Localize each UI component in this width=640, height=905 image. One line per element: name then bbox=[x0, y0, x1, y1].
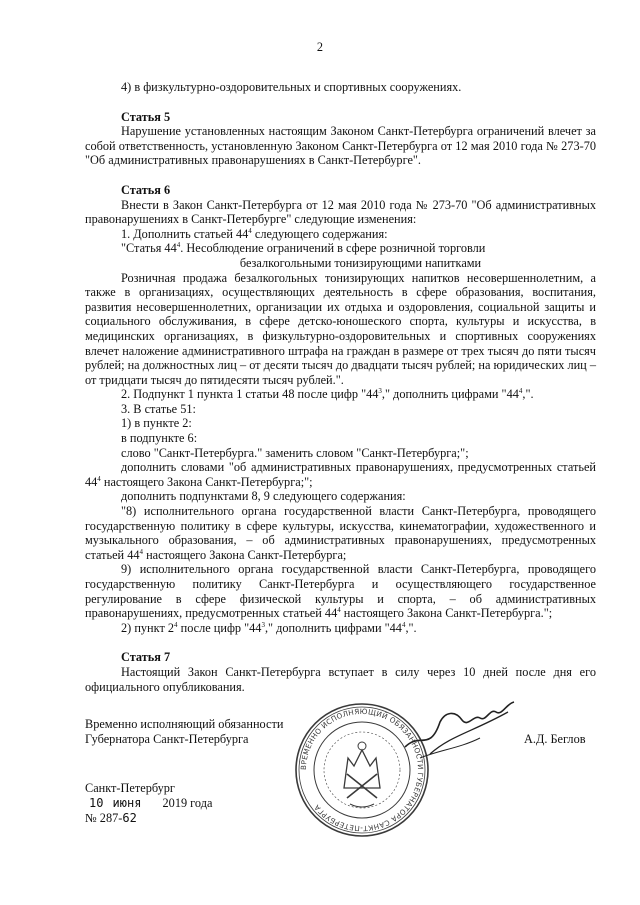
subpoint-8: "8) исполнительного органа государственной власти Санкт-Петербурга, проводящего государственную политику в сфере культуры, искусства, кинематографии, художественного и музыкального образования, – об административных правонарушениях, предусмотренных статьей $44^4$ настоящего Закона Санкт-Петербурга; bbox=[85, 504, 596, 562]
article-6-point-3-2: 2) пункт $2^4$ после цифр "$44^3$," дополнить цифрами "$44^4$,". bbox=[121, 620, 417, 635]
article-6-intro: Внести в Закон Санкт-Петербурга от 12 мая 2010 года № 273-70 "Об административных правонарушениях в Санкт-Петербурге" следующие изменения: bbox=[85, 197, 596, 227]
signature-block bbox=[85, 717, 283, 747]
seal-text: ВРЕМЕННО ИСПОЛНЯЮЩИЙ ОБЯЗАННОСТИ ГУБЕРНАТОРА САНКТ-ПЕТЕРБУРГА bbox=[298, 706, 426, 834]
article-6-point-3: 3. В статье 51: bbox=[121, 401, 196, 416]
place-date-number bbox=[85, 781, 212, 826]
article-6-heading: Статья 6 bbox=[121, 182, 171, 197]
item-4: 4) в физкультурно-оздоровительных и спортивных сооружениях. bbox=[121, 80, 462, 94]
subpoint-9: 9) исполнительного органа государственной власти Санкт-Петербурга, проводящего государственную политику Санкт-Петербурга и осуществляющего государственное регулирование в сфере физической культуры и спорта, – об административных правонарушениях, предусмотренных статьей $44^4$ настоящего Закона Санкт-Петербурга."; bbox=[85, 562, 596, 621]
city: Санкт-Петербург bbox=[85, 781, 175, 795]
article-6-point-3-sub6: в подпункте 6: bbox=[121, 431, 198, 446]
law-number: № 287-62 bbox=[85, 811, 137, 825]
signer-position-line2: Губернатора Санкт-Петербурга bbox=[85, 732, 249, 746]
signing-date: 10 июня 2019 года bbox=[89, 796, 213, 810]
article-44-4-title: "Статья $44^4$. Несоблюдение ограничений в сфере розничной торговли bbox=[121, 241, 486, 256]
article-6-point-3-1: 1) в пункте 2: bbox=[121, 416, 192, 431]
article-6-point-2: 2. Подпункт 1 пункта 1 статьи 48 после цифр "$44^3$," дополнить цифрами "$44^4$,". bbox=[121, 387, 534, 402]
article-7-text: Настоящий Закон Санкт-Петербурга вступает в силу через 10 дней после дня его официального опубликования. bbox=[85, 664, 596, 694]
article-6-point-3-add-words: дополнить словами "об административных правонарушениях, предусмотренных статьей $44^4$ настоящего Закона Санкт-Петербурга;"; bbox=[85, 460, 596, 489]
signer-name: А.Д. Беглов bbox=[524, 732, 586, 746]
article-7-heading: Статья 7 bbox=[121, 650, 171, 665]
document-body bbox=[85, 80, 596, 694]
article-6-point-3-add-subpoints: дополнить подпунктами 8, 9 следующего содержания: bbox=[121, 489, 406, 504]
article-5-heading: Статья 5 bbox=[121, 109, 171, 124]
handwritten-signature bbox=[400, 692, 520, 762]
article-6-point-3-replace: слово "Санкт-Петербурга." заменить словом "Санкт-Петербурга;"; bbox=[121, 445, 469, 460]
page-number: 2 bbox=[316, 40, 324, 54]
article-5-text: Нарушение установленных настоящим Законом Санкт-Петербурга ограничений влечет за собой ответственность, установленную Законом Санкт-Петербурга от 12 мая 2010 года № 273-70 "Об административных правонарушениях в Санкт-Петербурге". bbox=[85, 124, 596, 168]
article-44-4-text: Розничная продажа безалкогольных тонизирующих напитков несовершеннолетним, а также в организациях, осуществляющих деятельность в сфере образования, воспитания, развития несовершеннолетних, организации их отдыха и оздоровления, социальной защиты и социального обслуживания, в сфере детско-юношеского спорта, культуры и искусства, в медицинских организациях, в физкультурно-оздоровительных и спортивных сооружениях влечет наложение административного штрафа на граждан в размере от трех тысяч до пяти тысяч рублей; на должностных лиц – от десяти тысяч до двадцати тысяч рублей; на юридических лиц – от тридцати тысяч до пятидесяти тысяч рублей.". bbox=[85, 270, 596, 387]
article-44-4-title-line2: безалкогольными тонизирующими напитками bbox=[239, 255, 482, 270]
signer-position-line1: Временно исполняющий обязанности bbox=[85, 717, 284, 731]
article-6-point-1: 1. Дополнить статьей $44^4$ следующего содержания: bbox=[121, 226, 388, 241]
